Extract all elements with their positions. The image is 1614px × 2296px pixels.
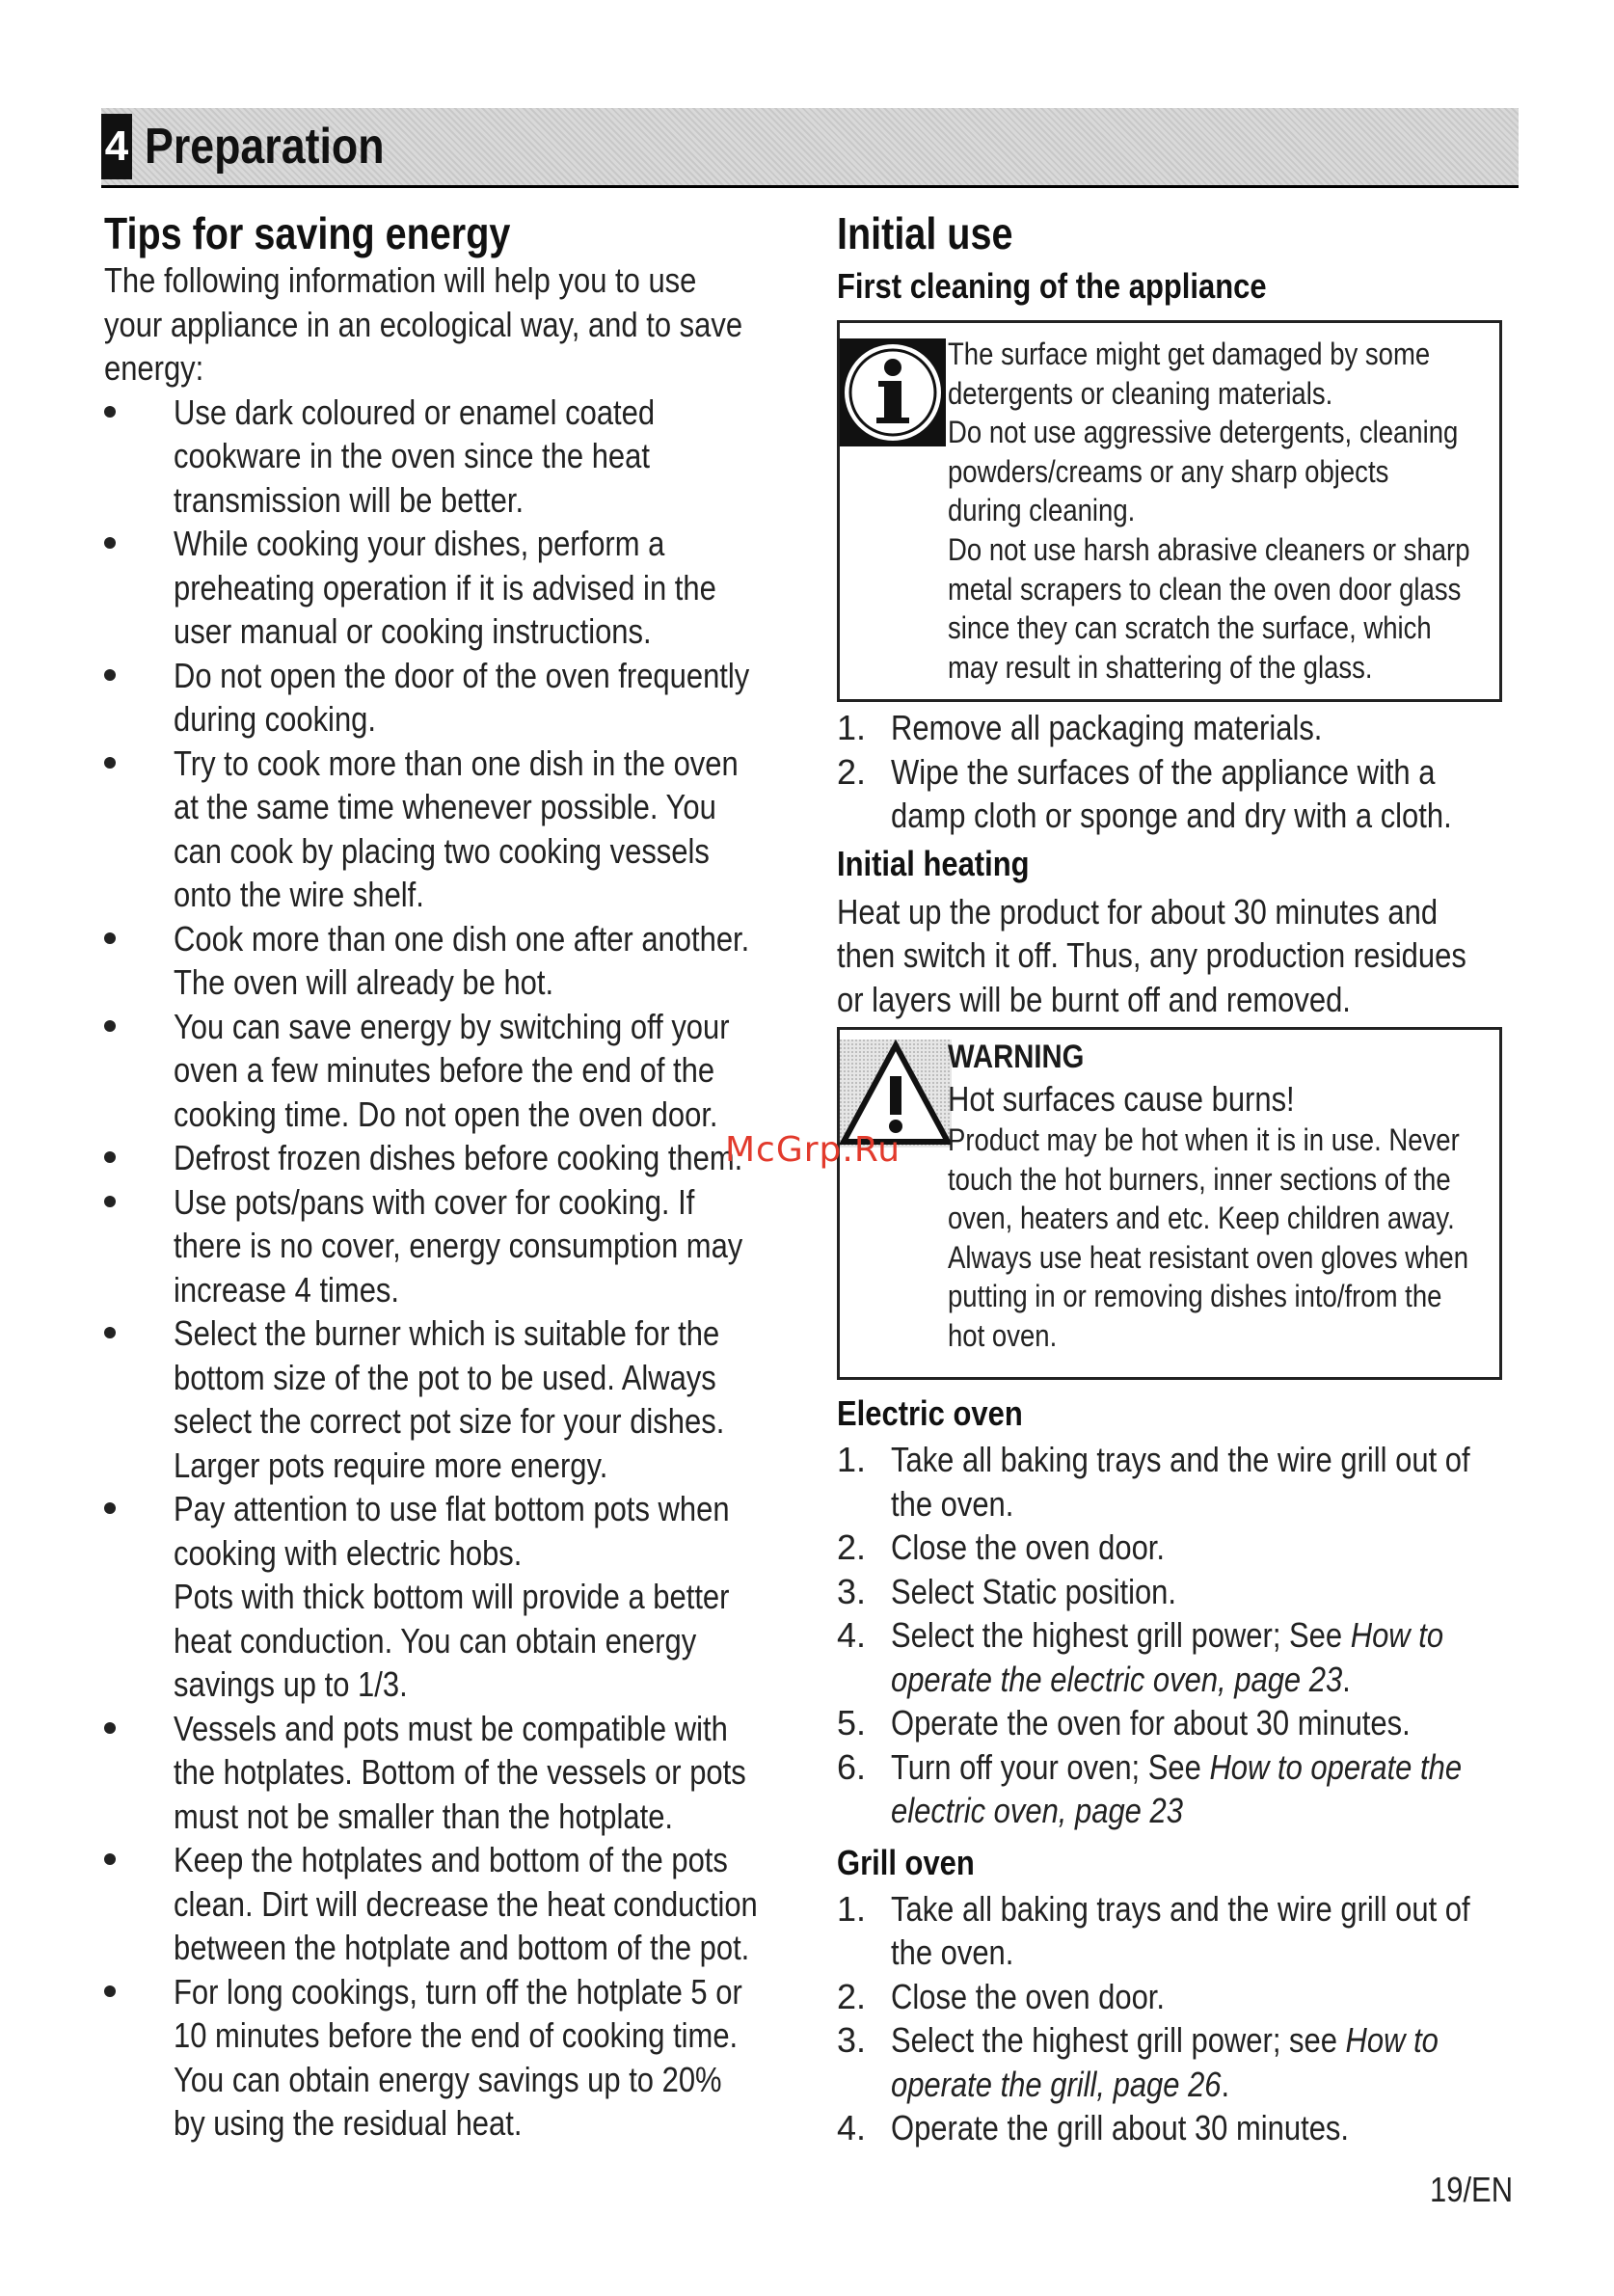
- bullet-dot: [104, 669, 116, 681]
- tips-intro: The following information will help you to use your appliance in an ecological way, and to save energy:: [104, 260, 743, 388]
- notice-line: The surface might get damaged by some: [948, 337, 1431, 371]
- step-item: 1. Take all baking trays and the wire grill out of the oven.: [837, 1888, 1470, 1972]
- bullet-dot: [104, 537, 116, 549]
- warning-box: [837, 1027, 1502, 1380]
- notice-line: since they can scratch the surface, which: [948, 610, 1432, 646]
- cleaning-steps: [837, 706, 1502, 838]
- step-item: 2. Wipe the surfaces of the appliance with a damp cloth or sponge and dry with a cloth.: [837, 751, 1452, 835]
- step-number: 4.: [837, 2108, 867, 2147]
- bullet-dot: [104, 1853, 116, 1865]
- grill-oven-steps: [837, 1887, 1502, 2150]
- tip-item: For long cookings, turn off the hotplate 5 or 10 minutes before the end of cooking time. You can obtain energy savings up to 20% by using the residual heat.: [104, 1970, 798, 2146]
- step-item: 1. Remove all packaging materials.: [837, 706, 1502, 750]
- notice-line: detergents or cleaning materials.: [948, 375, 1333, 411]
- cleaning-notice-box: [837, 320, 1502, 702]
- notice-line: during cleaning.: [948, 493, 1136, 528]
- step-number: 2.: [837, 1527, 867, 1567]
- grill-oven-heading: Grill oven: [837, 1842, 975, 1882]
- step-item: 6. Turn off your oven; See How to operate the electric oven, page 23: [837, 1746, 1463, 1830]
- bullet-dot: [104, 1327, 116, 1338]
- section-title-initial-use: Initial use: [837, 208, 1013, 258]
- cleaning-notice-text: [948, 335, 1555, 687]
- step-number: 2.: [837, 1976, 867, 2016]
- bullet-dot: [104, 1196, 116, 1207]
- bullet-dot: [104, 1020, 116, 1032]
- bullet-dot: [104, 757, 116, 769]
- first-cleaning-heading: First cleaning of the appliance: [837, 266, 1267, 306]
- bullet-dot: [104, 932, 116, 944]
- tip-item: Cook more than one dish one after another. The oven will already be hot.: [104, 917, 798, 1005]
- electric-oven-steps: [837, 1438, 1502, 1833]
- initial-heating-heading: Initial heating: [837, 843, 1030, 883]
- tip-item: Use dark coloured or enamel coated cookware in the oven since the heat transmission will be better.: [104, 391, 798, 523]
- info-icon: [840, 338, 946, 446]
- tip-item: While cooking your dishes, perform a preheating operation if it is advised in the user manual or cooking instructions.: [104, 522, 798, 654]
- notice-line: Do not use harsh abrasive cleaners or sharp: [948, 531, 1470, 567]
- bullet-dot: [104, 1151, 116, 1163]
- step-item: 3. Select Static position.: [837, 1570, 1502, 1614]
- step-item: 3. Select the highest grill power; see How to operate the grill, page 26.: [837, 2020, 1439, 2104]
- step-number: 3.: [837, 2020, 867, 2060]
- step-number: 1.: [837, 708, 867, 747]
- notice-line: powders/creams or any sharp objects: [948, 453, 1389, 489]
- warning-title: WARNING: [948, 1039, 1085, 1075]
- step-number: 4.: [837, 1615, 867, 1655]
- tips-list: [104, 391, 798, 2146]
- warning-lines: Product may be hot when it is in use. Never touch the hot burners, inner sections of the oven, heaters and etc. Keep children away. Always use heat resistant oven gloves when putting in or removing dishes into/from the hot oven.: [948, 1122, 1468, 1353]
- tip-item: Defrost frozen dishes before cooking them.: [104, 1136, 798, 1180]
- step-number: 6.: [837, 1746, 867, 1787]
- step-number: 3.: [837, 1571, 867, 1611]
- warning-text: [948, 1036, 1553, 1356]
- step-number: 2.: [837, 751, 867, 792]
- bullet-dot: [104, 406, 116, 418]
- step-item: 4. Select the highest grill power; See How to operate the electric oven, page 23.: [837, 1615, 1444, 1699]
- step-number: 5.: [837, 1703, 867, 1742]
- page-number: 19/EN: [1429, 2170, 1513, 2209]
- bullet-dot: [104, 1722, 116, 1734]
- tip-item: Select the burner which is suitable for the bottom size of the pot to be used. Always select the correct pot size for your dishes. Larger pots require more energy.: [104, 1311, 798, 1487]
- left-column: [104, 204, 798, 2146]
- step-number: 1.: [837, 1440, 867, 1479]
- section-title-tips: Tips for saving energy: [104, 208, 511, 258]
- bullet-dot: [104, 1502, 116, 1514]
- tip-item: Use pots/pans with cover for cooking. If there is no cover, energy consumption may increase 4 times.: [104, 1180, 798, 1312]
- tip-item: Try to cook more than one dish in the oven at the same time whenever possible. You can cook by placing two cooking vessels onto the wire shelf.: [104, 742, 798, 917]
- step-item: 1. Take all baking trays and the wire grill out of the oven.: [837, 1440, 1470, 1524]
- bullet-dot: [104, 1985, 116, 1997]
- step-item: 5. Operate the oven for about 30 minutes.: [837, 1701, 1502, 1745]
- initial-heating-text: Heat up the product for about 30 minutes and then switch it off. Thus, any production residues or layers will be burnt off and removed.: [837, 891, 1466, 1019]
- chapter-number: 4: [101, 114, 132, 179]
- step-number: 1.: [837, 1888, 867, 1929]
- notice-line: metal scrapers to clean the oven door glass: [948, 571, 1462, 607]
- tip-item: You can save energy by switching off your oven a few minutes before the end of the cooking time. Do not open the oven door.: [104, 1005, 798, 1137]
- step-item: 2. Close the oven door.: [837, 1975, 1502, 2019]
- electric-oven-heading: Electric oven: [837, 1393, 1023, 1433]
- tip-item: Pay attention to use flat bottom pots when cooking with electric hobs. Pots with thick bottom will provide a better heat conduction. You can obtain energy savings up to 1/3.: [104, 1487, 798, 1707]
- tip-item: Keep the hotplates and bottom of the pots clean. Dirt will decrease the heat conduction between the hotplate and bottom of the pot.: [104, 1838, 798, 1970]
- watermark: McGrp.Ru: [725, 1130, 901, 1170]
- step-item: 4. Operate the grill about 30 minutes.: [837, 2106, 1502, 2150]
- notice-line: may result in shattering of the glass.: [948, 649, 1373, 685]
- right-column: [837, 204, 1502, 2150]
- step-item: 2. Close the oven door.: [837, 1526, 1502, 1570]
- notice-line: Do not use aggressive detergents, cleaning: [948, 415, 1459, 450]
- tip-item: Do not open the door of the oven frequently during cooking.: [104, 654, 798, 742]
- chapter-title: Preparation: [145, 119, 385, 175]
- warning-subtitle: Hot surfaces cause burns!: [948, 1079, 1295, 1119]
- tip-item: Vessels and pots must be compatible with the hotplates. Bottom of the vessels or pots must not be smaller than the hotplate.: [104, 1707, 798, 1839]
